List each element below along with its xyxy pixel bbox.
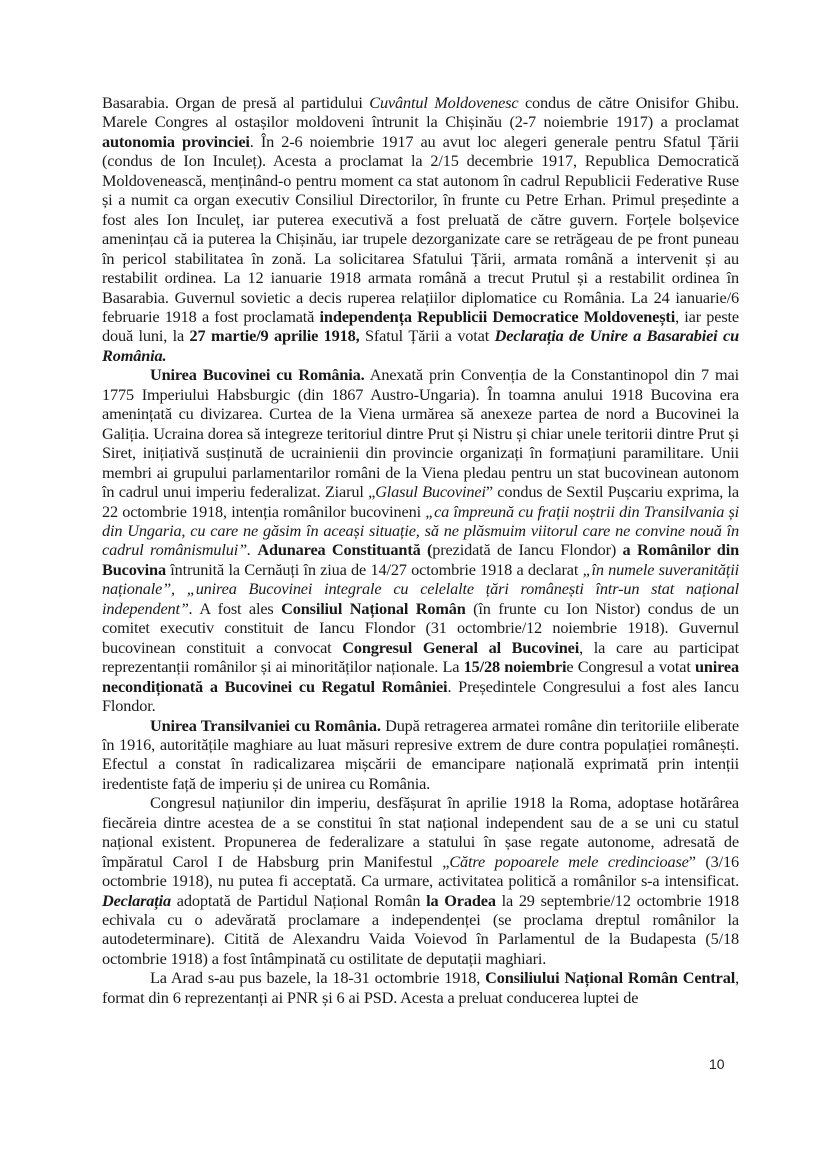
emphasis-run: Congresul General al Bucovinei <box>342 637 580 657</box>
paragraph-transilvania: Unirea Transilvaniei cu România. După retragerea armatei române din teritoriile eliberate în 1916, autoritățile maghiare au luat măsuri represive extrem de dure contra populației românești. Efectul a constat în radicalizarea mișcării de emancipare națională exprimată prin intenții iredentiste față de imperiu și de unirea cu România. <box>102 715 739 793</box>
page-number: 10 <box>709 1056 725 1072</box>
body-text <box>102 93 739 1007</box>
emphasis-run: „ca împreună cu frații noștrii din Transilvania și din Ungaria, cu care ne găsim în aceași situație, să ne plăsmuim viitorul care ne convine nouă în cadrul românismului”. <box>102 501 740 560</box>
emphasis-run: Adunarea Constituantă ( <box>257 540 433 560</box>
emphasis-run: Către popoarele mele credincioase <box>449 851 689 871</box>
emphasis-run: unirea necondiționată a Bucovinei cu Regatul României <box>102 657 740 696</box>
emphasis-run: Unirea Bucovinei cu România. <box>150 365 365 385</box>
emphasis-run: independența Republicii Democratice Moldovenești <box>319 306 676 326</box>
emphasis-run: Consiliului Național Român Central <box>485 968 736 988</box>
emphasis-run: Declarația de Unire a Basarabiei cu România. <box>102 326 739 365</box>
paragraph-bucovina: Unirea Bucovinei cu România. Anexată prin Convenția de la Constantinopol din 7 mai 1775 Imperiului Habsburgic (din 1867 Austro-Ungaria). În toamna anului 1918 Bucovina era amenințată cu divizarea. Curtea de la Viena urmărea să anexeze partea de nord a Bucovinei la Galiția. Ucraina dorea să integreze teritoriul dintre Prut și Nistru și chiar unele teritorii dintre Prut și Siret, inițiativă susținută de ucrainienii din provincie organizați în formațiuni paramilitare. Unii membri ai grupului parlamentarilor români de la Viena pledau pentru un stat bucovinean autonom în cadrul unui imperiu federalizat. Ziarul „Glasul Bucovinei” condus de Sextil Pușcariu exprima, la 22 octombrie 1918, intenția românilor bucovineni „ca împreună cu frații noștrii din Transilvania și din Ungaria, cu care ne găsim în aceași situație, să ne plăsmuim viitorul care ne convine nouă în cadrul românismului”. Adunarea Constituantă (prezidată de Iancu Flondor) a Românilor din Bucovina întrunită la Cernăuți în ziua de 14/27 octombrie 1918 a declarat „în numele suveranității naționale”, „unirea Bucovinei integrale cu celelalte țări românești într-un stat național independent”. A fost ales Consiliul Național Român (în frunte cu Ion Nistor) condus de un comitet executiv constituit de Iancu Flondor (31 octombrie/12 noiembrie 1918). Guvernul bucovinean constituit a convocat Congresul General al Bucovinei, la care au participat reprezentanții românilor și ai minorităților naționale. La 15/28 noiembrie Congresul a votat unirea necondiționată a Bucovinei cu Regatul României. Președintele Congresului a fost ales Iancu Flondor. <box>102 365 740 716</box>
emphasis-run: Unirea Transilvaniei cu România. <box>150 715 381 735</box>
emphasis-run: autonomia provinciei <box>102 131 250 151</box>
emphasis-run: Cuvântul Moldovenesc <box>369 93 519 112</box>
emphasis-run: 27 martie/9 aprilie 1918, <box>189 326 360 346</box>
emphasis-run: la Oradea <box>426 890 496 910</box>
paragraph-congresul-natiunilor: Congresul națiunilor din imperiu, desfășurat în aprilie 1918 la Roma, adoptase hotărârea fiecăreia dintre acestea de a se constitui în stat național independent sau de a se uni cu statul național existent. Propunerea de federalizare a statului în șase regate autonome, adresată de împăratul Carol I de Habsburg prin Manifestul „Către popoarele mele credincioase” (3/16 octombrie 1918), nu putea fi acceptată. Ca urmare, activitatea politică a românilor s-a intensificat. Declarația adoptată de Partidul Național Român la Oradea la 29 septembrie/12 octombrie 1918 echivala cu o adevărată proclamare a independenței (se proclama dreptul românilor la autodeterminare). Citită de Alexandru Vaida Voievod în Parlamentul de la Budapesta (5/18 octombrie 1918) a fost întâmpinată cu ostilitate de deputații maghiari. <box>102 793 739 968</box>
emphasis-run: Glasul Bucovinei <box>375 482 486 502</box>
paragraph-arad: La Arad s-au pus bazele, la 18-31 octombrie 1918, Consiliului Național Român Central, format din 6 reprezentanți ai PNR și 6 ai PSD. Acesta a preluat conducerea luptei de <box>102 968 739 1007</box>
emphasis-run: Consiliul Național Român <box>281 598 466 618</box>
emphasis-run: 15/28 noiembri <box>463 657 567 677</box>
emphasis-run: Declarația <box>102 890 172 910</box>
emphasis-run: a Românilor din Bucovina <box>102 540 739 579</box>
emphasis-run: „în numele suveranității naționale”, „unirea Bucovinei integrale cu celelalte țări românești într-un stat național independent”. <box>102 559 739 618</box>
paragraph-basarabia: Basarabia. Organ de presă al partidului Cuvântul Moldovenesc condus de către Onisifor Ghibu. Marele Congres al ostașilor moldoveni întrunit la Chișinău (2-7 noiembrie 1917) a proclamat autonomia provinciei. În 2-6 noiembrie 1917 au avut loc alegeri generale pentru Sfatul Țării (condus de Ion Inculeț). Acesta a proclamat la 2/15 decembrie 1917, Republica Democratică Moldovenească, menținând-o pentru moment ca stat autonom în cadrul Republicii Federative Ruse și a numit ca organ executiv Consiliul Directorilor, în frunte cu Petre Erhan. Primul președinte a fost ales Ion Inculeț, iar puterea executivă a fost preluată de către guvern. Forțele bolșevice amenințau că ia puterea la Chișinău, iar trupele dezorganizate care se retrăgeau de pe front puneau în pericol stabilitatea în zonă. La solicitarea Sfatului Țării, armata română a intervenit și au restabilit ordinea. La 12 ianuarie 1918 armata română a trecut Prutul și a restabilit ordinea în Basarabia. Guvernul sovietic a decis ruperea relațiilor diplomatice cu România. La 24 ianuarie/6 februarie 1918 a fost proclamată independența Republicii Democratice Moldovenești, iar peste două luni, la 27 martie/9 aprilie 1918, Sfatul Țării a votat Declarația de Unire a Basarabiei cu România. <box>102 93 740 365</box>
